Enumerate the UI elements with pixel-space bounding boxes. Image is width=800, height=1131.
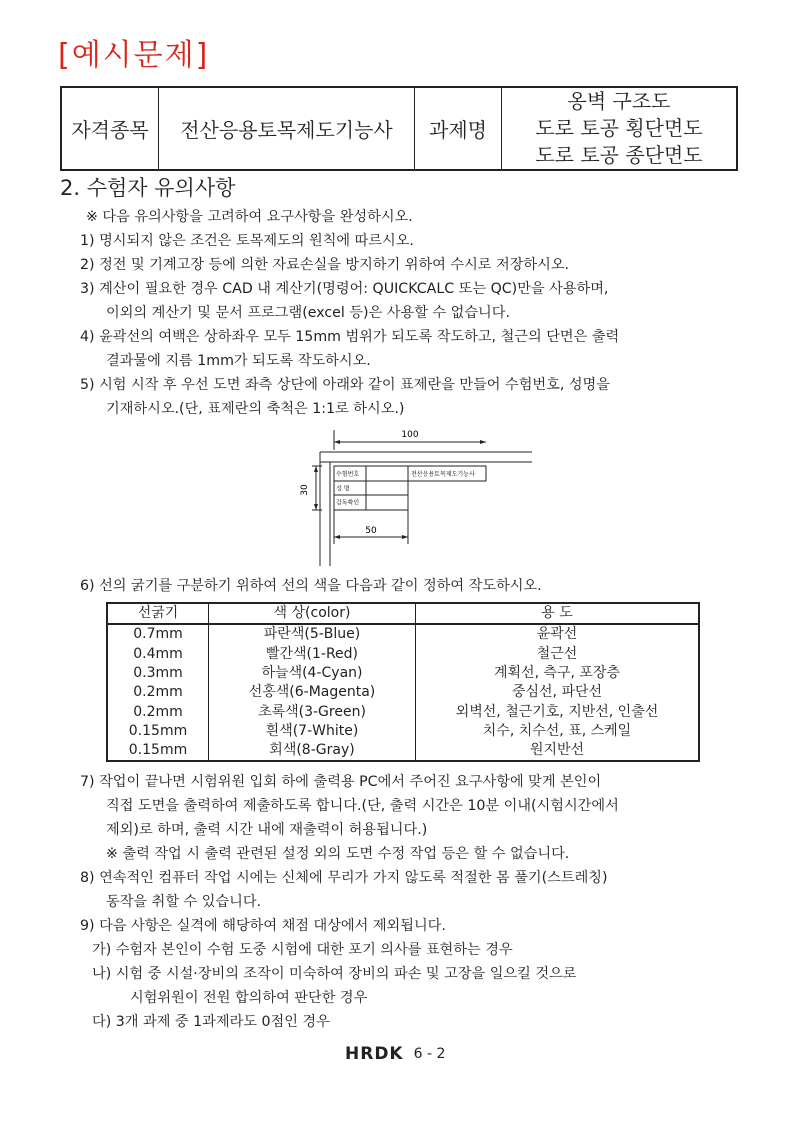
page-number: 6 - 2 [413, 1046, 446, 1062]
note-4b: 결과물에 지름 1mm가 되도록 작도하시오. [106, 353, 371, 369]
table-row [107, 741, 699, 761]
cell-thickness: 0.7mm [107, 624, 209, 644]
cell-thickness: 0.15mm [107, 741, 209, 761]
cell-usage: 철근선 [416, 645, 700, 664]
cell-thickness: 0.2mm [107, 683, 209, 702]
dim-half-label: 50 [365, 526, 377, 536]
task-label: 과제명 [415, 87, 502, 170]
note-1: 1) 명시되지 않은 조건은 토목제도의 원칙에 따르시오. [80, 233, 414, 249]
notes-intro: ※ 다음 유의사항을 고려하여 요구사항을 완성하시오. [86, 209, 413, 225]
title-block-drawing [290, 424, 540, 569]
cell-supervisor: 감독확인 [336, 499, 360, 507]
cell-usage: 원지반선 [416, 741, 700, 761]
cell-color: 하늘색(4-Cyan) [209, 664, 416, 683]
note-2: 2) 정전 및 기계고장 등에 의한 자료손실을 방지하기 위하여 수시로 저장하시오. [80, 257, 570, 273]
note-9b1: 나) 시험 중 시설·장비의 조작이 미숙하여 장비의 파손 및 고장을 일으킬 것으로 [92, 966, 577, 982]
document-title: [예시문제] [58, 38, 210, 73]
note-8a: 8) 연속적인 컴퓨터 작업 시에는 신체에 무리가 가지 않도록 적절한 몸 풀기(스트레칭) [80, 870, 608, 886]
note-9c: 다) 3개 과제 중 1과제라도 0점인 경우 [92, 1014, 330, 1030]
table-row [107, 702, 699, 721]
note-7c: 제외)로 하며, 출력 시간 내에 재출력이 허용됩니다.) [106, 822, 428, 838]
qualification-value: 전산응용토목제도기능사 [159, 87, 415, 170]
cell-thickness: 0.2mm [107, 702, 209, 721]
note-4a: 4) 윤곽선의 여백은 상하좌우 모두 15mm 범위가 되도록 작도하고, 철근의 단면은 출력 [80, 329, 620, 345]
cell-thickness: 0.15mm [107, 722, 209, 741]
note-5b: 기재하시오.(단, 표제란의 축척은 1:1로 하시오.) [106, 401, 405, 417]
table-row [107, 645, 699, 664]
cell-color: 빨간색(1-Red) [209, 645, 416, 664]
cell-usage: 중심선, 파단선 [416, 683, 700, 702]
note-9: 9) 다음 사항은 실격에 해당하여 채점 대상에서 제외됩니다. [80, 918, 446, 934]
cell-thickness: 0.4mm [107, 645, 209, 664]
table-header-row [107, 603, 699, 624]
cell-usage: 외벽선, 철근기호, 지반선, 인출선 [416, 702, 700, 721]
dim-height-label: 30 [300, 484, 310, 496]
note-6: 6) 선의 굵기를 구분하기 위하여 선의 색을 다음과 같이 정하여 작도하시오. [80, 578, 542, 594]
cell-exam-no: 수험번호 [336, 471, 360, 478]
task-name-2: 도로 토공 횡단면도 [535, 116, 703, 140]
cell-name: 성 명 [336, 485, 350, 493]
info-table [60, 86, 738, 171]
table-row [107, 624, 699, 644]
dim-width-label: 100 [401, 430, 419, 440]
note-3a: 3) 계산이 필요한 경우 CAD 내 계산기(명령어: QUICKCALC 또는 QC)만을 사용하며, [80, 281, 609, 297]
cell-color: 선홍색(6-Magenta) [209, 683, 416, 702]
note-7b: 직접 도면을 출력하여 제출하도록 합니다.(단, 출력 시간은 10분 이내(시험시간에서 [106, 798, 619, 814]
table-row [107, 722, 699, 741]
page-footer [345, 1044, 445, 1064]
header-usage: 용 도 [416, 603, 700, 624]
cell-usage: 치수, 치수선, 표, 스케일 [416, 722, 700, 741]
task-name-1: 옹벽 구조도 [567, 89, 671, 113]
header-thickness: 선굵기 [107, 603, 209, 624]
note-8b: 동작을 취할 수 있습니다. [106, 894, 262, 910]
cell-usage: 계획선, 측구, 포장층 [416, 664, 700, 683]
table-row [107, 683, 699, 702]
cell-color: 파란색(5-Blue) [209, 624, 416, 644]
line-color-table [106, 602, 700, 762]
qualification-label: 자격종목 [61, 87, 159, 170]
cell-thickness: 0.3mm [107, 664, 209, 683]
note-5a: 5) 시험 시작 후 우선 도면 좌측 상단에 아래와 같이 표제란을 만들어 수험번호, 성명을 [80, 377, 610, 393]
section-title: 2. 수험자 유의사항 [60, 176, 236, 200]
note-7d: ※ 출력 작업 시 출력 관련된 설정 외의 도면 수정 작업 등은 할 수 없습니다. [106, 846, 570, 862]
cell-color: 초록색(3-Green) [209, 702, 416, 721]
note-9b2: 시험위원이 전원 합의하여 판단한 경우 [130, 990, 368, 1006]
cell-usage: 윤곽선 [416, 624, 700, 644]
cell-color: 회색(8-Gray) [209, 741, 416, 761]
cell-color: 흰색(7-White) [209, 722, 416, 741]
note-7a: 7) 작업이 끝나면 시험위원 입회 하에 출력용 PC에서 주어진 요구사항에 맞게 본인이 [80, 774, 602, 790]
task-name-3: 도로 토공 종단면도 [535, 143, 703, 167]
hrdk-logo: HRDK [345, 1044, 404, 1064]
header-color: 색 상(color) [209, 603, 416, 624]
note-3b: 이외의 계산기 및 문서 프로그램(excel 등)은 사용할 수 없습니다. [106, 305, 510, 321]
cell-title: 전산응용토목제도기능사 [411, 471, 475, 478]
task-names [502, 87, 738, 170]
table-row [107, 664, 699, 683]
note-9a: 가) 수험자 본인이 수험 도중 시험에 대한 포기 의사를 표현하는 경우 [92, 942, 513, 958]
